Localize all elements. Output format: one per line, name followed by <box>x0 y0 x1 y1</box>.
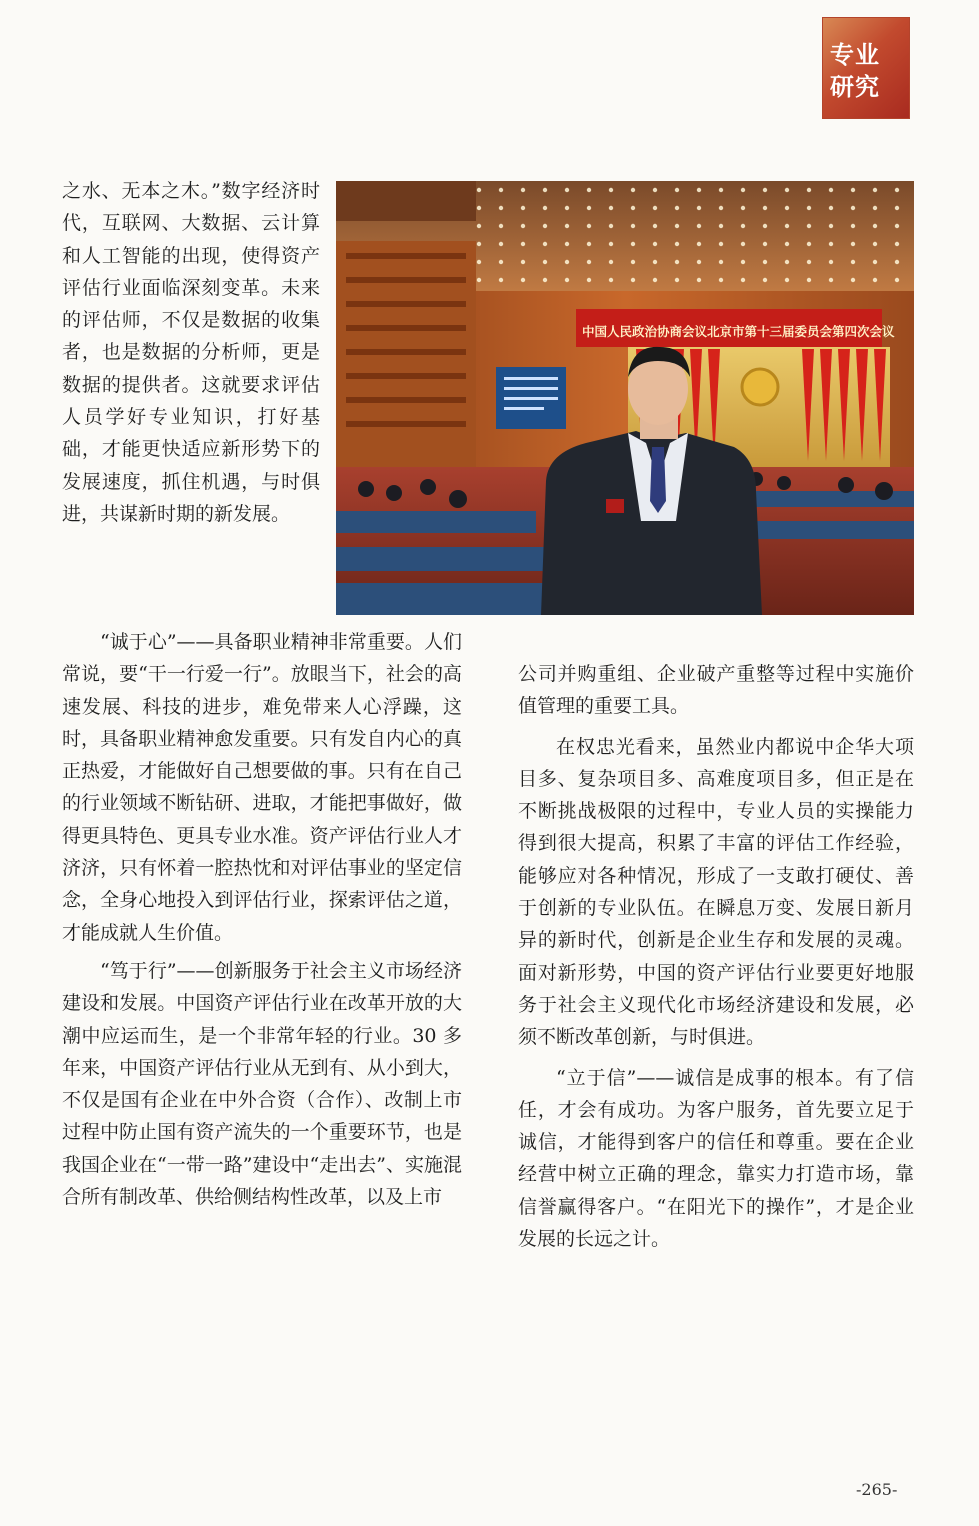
paragraph: 之水、无本之木。”数字经济时代，互联网、大数据、云计算和人工智能的出现，使得资产评估行业面临深刻变革。未来的评估师，不仅是数据的收集者，也是数据的分析师，更是数据的提供者。这就要求评估人员学好专业知识，打好基础，才能更快适应新形势下的发展速度，抓住机遇，与时俱进，共谋新时期的新发展。 <box>62 180 320 525</box>
paragraph: 公司并购重组、企业破产重整等过程中实施价值管理的重要工具。 <box>518 663 914 718</box>
right-column <box>518 658 914 1255</box>
paragraph: “立于信”——诚信是成事的根本。有了信任，才会有成功。为客户服务，首先要立足于诚信，才能得到客户的信任和尊重。要在企业经营中树立正确的理念，靠实力打造市场，靠信誉赢得客户。“在阳光下的操作”，才是企业发展的长远之计。 <box>518 1066 914 1251</box>
paragraph: 在权忠光看来，虽然业内都说中企华大项目多、复杂项目多、高难度项目多，但正是在不断挑战极限的过程中，专业人员的实操能力得到很大提高，积累了丰富的评估工作经验，能够应对各种情况，形成了一支敢打硬仗、善于创新的专业队伍。在瞬息万变、发展日新月异的新时代，创新是企业生存和发展的灵魂。面对新形势，中国的资产评估行业要更好地服务于社会主义现代化市场经济建设和发展，必须不断改革创新，与时俱进。 <box>518 735 914 1049</box>
paragraph: “诚于心”——具备职业精神非常重要。人们常说，要“干一行爱一行”。放眼当下，社会的高速发展、科技的进步，难免带来人心浮躁，这时，具备职业精神愈发重要。只有发自内心的真正热爱，才能做好自己想要做的事。只有在自己的行业领域不断钻研、进取，才能把事做好，做得更具特色、更具专业水准。资产评估行业人才济济，只有怀着一腔热忱和对评估事业的坚定信念，全身心地投入到评估行业，探索评估之道，才能成就人生价值。 <box>62 631 462 944</box>
paragraph: “笃于行”——创新服务于社会主义市场经济建设和发展。中国资产评估行业在改革开放的大潮中应运而生，是一个非常年轻的行业。30 多年来，中国资产评估行业从无到有、从小到大，不仅是国有企业在中外合资（合作）、改制上市过程中防止国有资产流失的一个重要环节，也是我国企业在“一带一路”建设中“走出去”、实施混合所有制改革、供给侧结构性改革，以及上市 <box>62 959 462 1209</box>
section-tag-line2: 研究 <box>830 73 880 101</box>
page-number: -265- <box>856 1480 898 1499</box>
section-tag-line1: 专业 <box>830 41 880 69</box>
left-column-main <box>62 626 462 1213</box>
conference-photo <box>336 181 914 615</box>
conference-photo-illustration <box>336 181 914 615</box>
photo-banner-text: 中国人民政治协商会议北京市第十三届委员会第四次会议 <box>582 324 895 339</box>
section-tag <box>822 17 910 119</box>
left-column-top <box>62 175 320 530</box>
